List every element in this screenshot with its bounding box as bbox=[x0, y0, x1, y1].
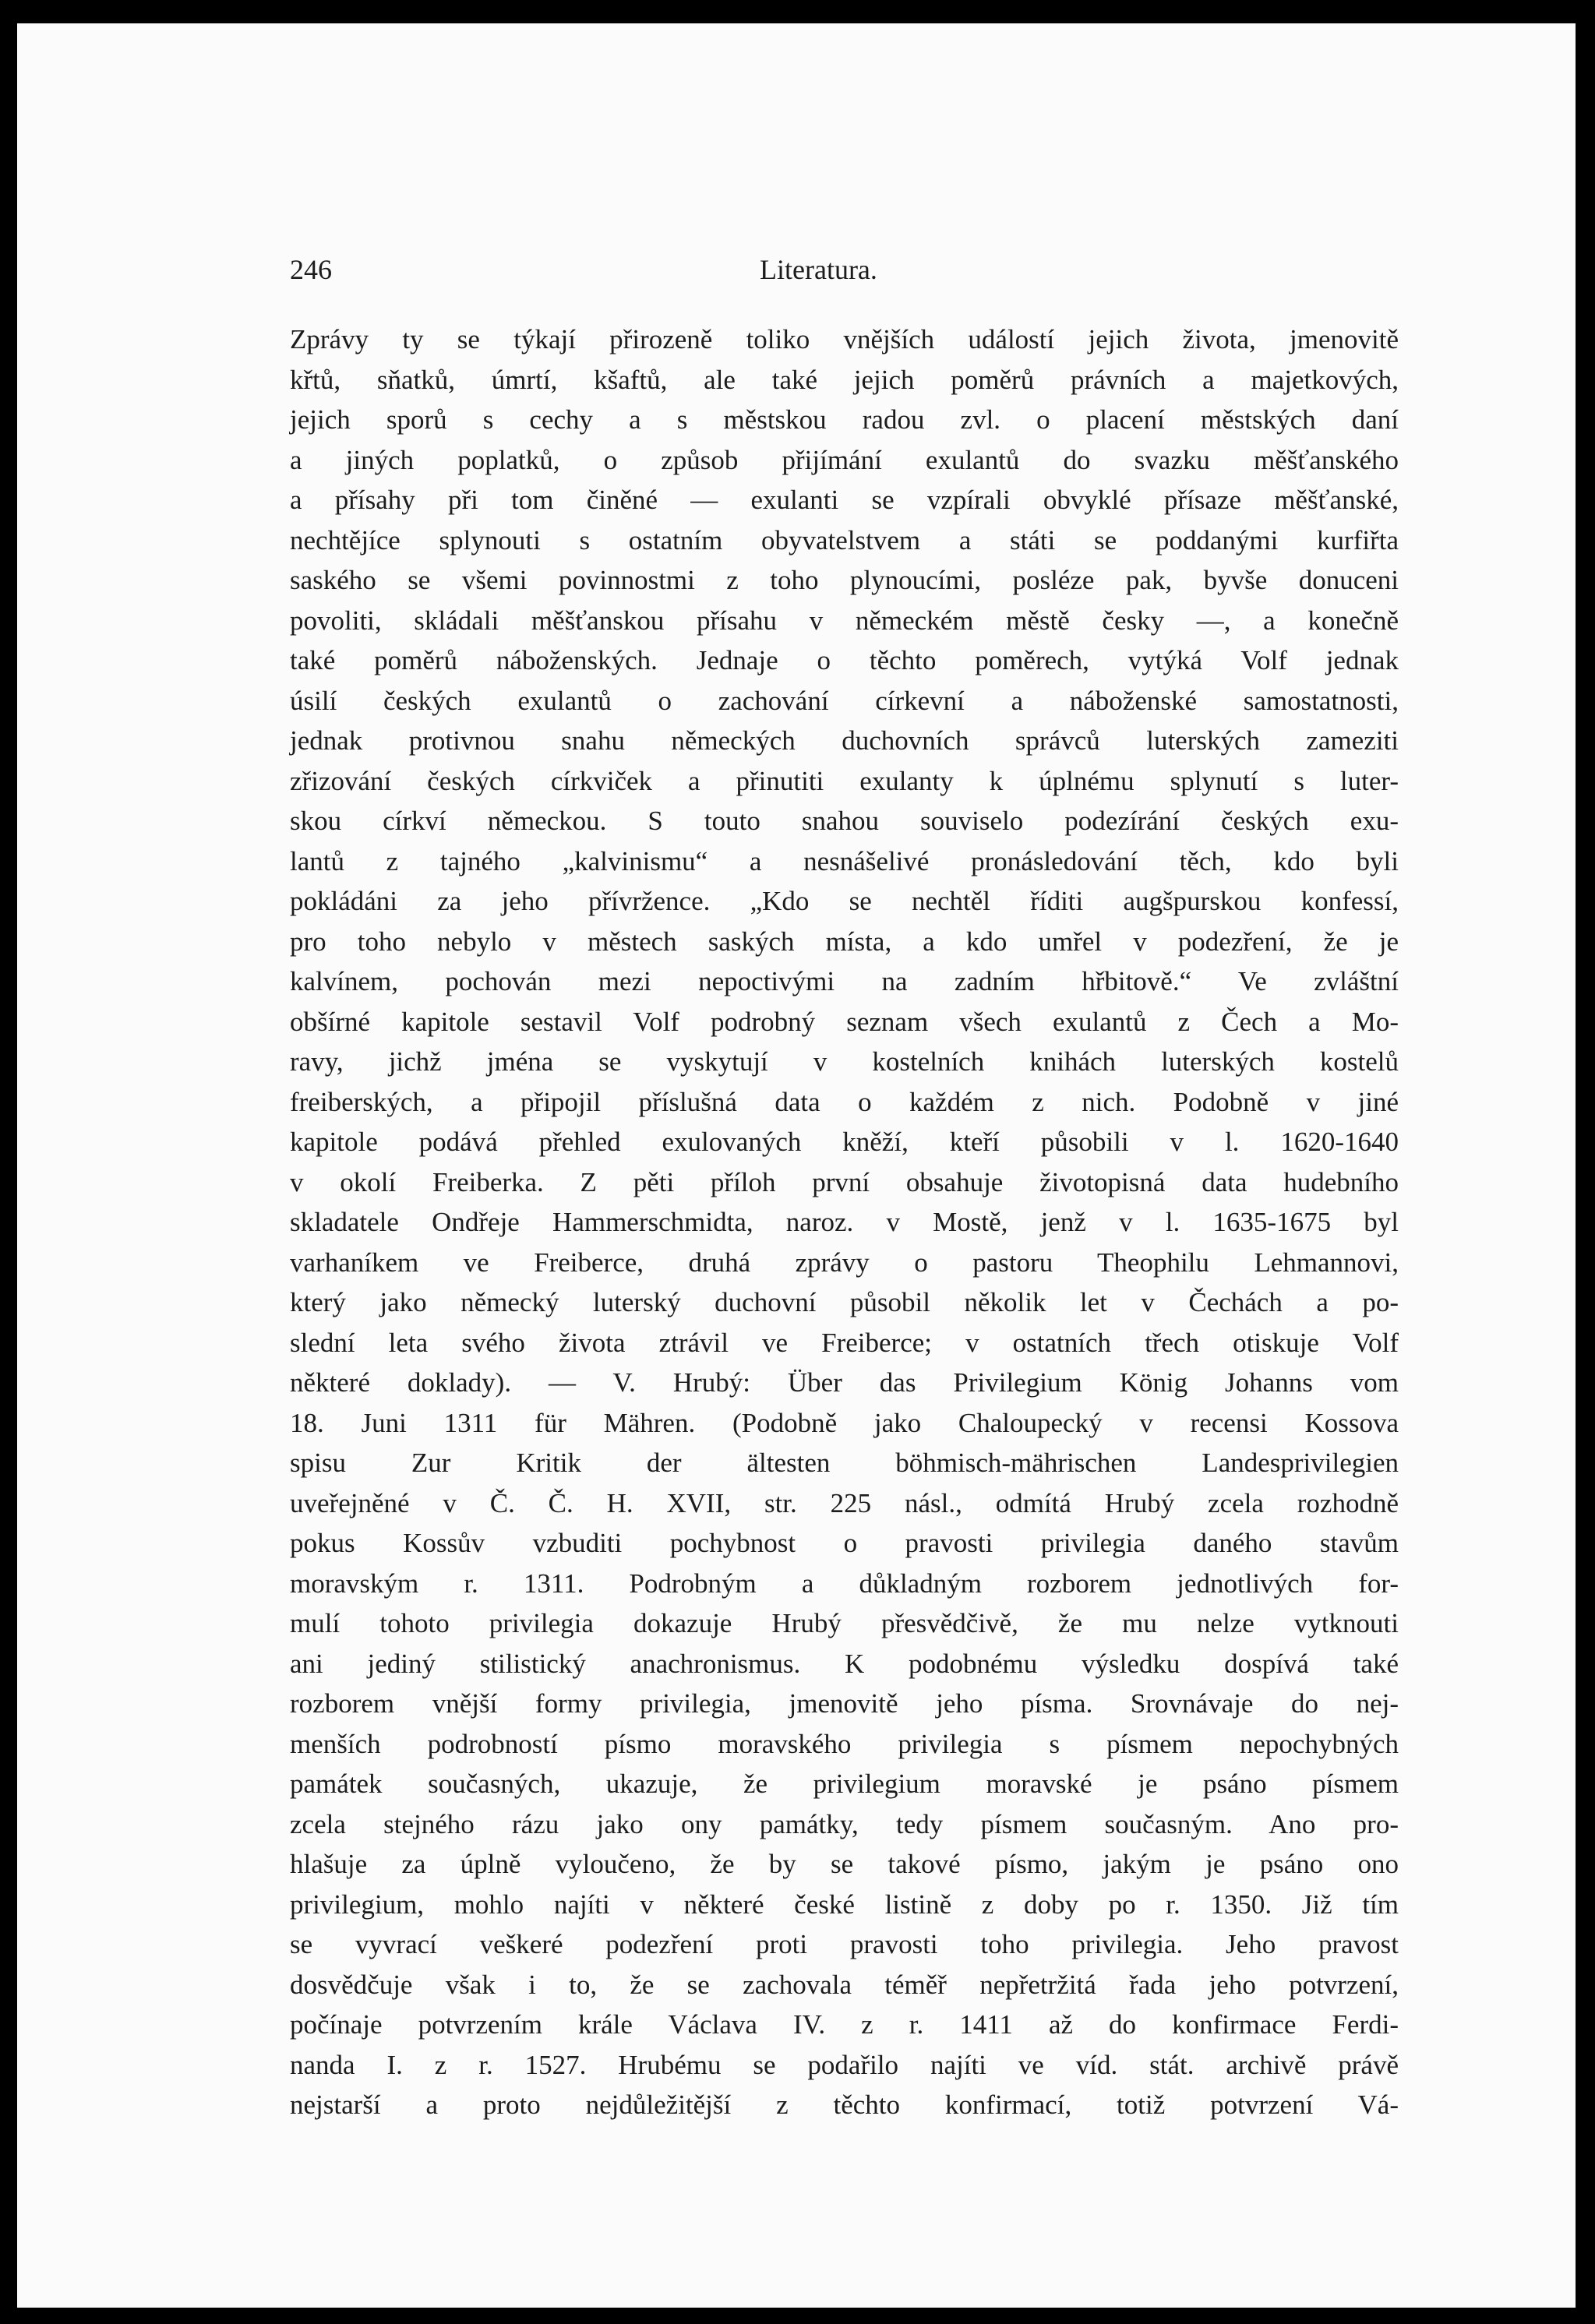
text-line: skladatele Ondřeje Hammerschmidta, naroz. v Mostě, jenž v l. 1635-1675 byl bbox=[290, 1207, 1399, 1237]
text-line: a jiných poplatků, o způsob přijímání exulantů do svazku měšťanského bbox=[290, 444, 1399, 475]
text-line: pro toho nebylo v městech saských místa, a kdo umřel v podezření, že je bbox=[290, 926, 1399, 957]
text-line: dosvědčuje však i to, že se zachovala téměř nepřetržitá řada jeho potvrzení, bbox=[290, 1969, 1399, 2000]
text-line: moravským r. 1311. Podrobným a důkladným rozborem jednotlivých for- bbox=[290, 1568, 1399, 1599]
text-line: který jako německý luterský duchovní působil několik let v Čechách a po- bbox=[290, 1287, 1399, 1317]
text-line: jejich sporů s cechy a s městskou radou zvl. o placení městských daní bbox=[290, 404, 1399, 435]
text-line: některé doklady). — V. Hrubý: Über das Privilegium König Johanns vom bbox=[290, 1367, 1399, 1398]
text-line: saského se všemi povinnostmi z toho plynoucími, posléze pak, byvše donuceni bbox=[290, 565, 1399, 595]
text-line: také poměrů náboženských. Jednaje o těchto poměrech, vytýká Volf jednak bbox=[290, 645, 1399, 675]
text-line: 18. Juni 1311 für Mähren. (Podobně jako Chaloupecký v recensi Kossova bbox=[290, 1407, 1399, 1438]
running-head: Literatura. bbox=[760, 254, 877, 285]
text-line: a přísahy při tom činěné — exulanti se vzpírali obvyklé přísaze měšťanské, bbox=[290, 485, 1399, 515]
text-line: skou církví německou. S touto snahou souviselo podezírání českých exu- bbox=[290, 806, 1399, 836]
page-header bbox=[290, 253, 1399, 300]
text-line: varhaníkem ve Freiberce, druhá zprávy o pastoru Theophilu Lehmannovi, bbox=[290, 1247, 1399, 1278]
text-line: pokládáni za jeho přívržence. „Kdo se nechtěl říditi augšpurskou konfessí, bbox=[290, 886, 1399, 916]
text-line: počínaje potvrzením krále Václava IV. z r. 1411 až do konfirmace Ferdi- bbox=[290, 2009, 1399, 2040]
text-line: nanda I. z r. 1527. Hrubému se podařilo najíti ve víd. stát. archivě právě bbox=[290, 2049, 1399, 2080]
text-line: freiberských, a připojil příslušná data o každém z nich. Podobně v jiné bbox=[290, 1086, 1399, 1117]
text-line: jednak protivnou snahu německých duchovních správců luterských zameziti bbox=[290, 725, 1399, 756]
text-line: slední leta svého života ztrávil ve Freiberce; v ostatních třech otiskuje Volf bbox=[290, 1327, 1399, 1358]
text-line: mulí tohoto privilegia dokazuje Hrubý přesvědčivě, že mu nelze vytknouti bbox=[290, 1608, 1399, 1638]
text-line: zřizování českých církviček a přinutiti exulanty k úplnému splynutí s luter- bbox=[290, 765, 1399, 796]
text-line: lantů z tajného „kalvinismu“ a nesnášelivé pronásledování těch, kdo byli bbox=[290, 845, 1399, 876]
text-line: se vyvrací veškeré podezření proti pravosti toho privilegia. Jeho pravost bbox=[290, 1929, 1399, 1959]
text-line: uveřejněné v Č. Č. H. XVII, str. 225 násl., odmítá Hrubý zcela rozhodně bbox=[290, 1487, 1399, 1518]
scan-border bbox=[1579, 0, 1595, 2324]
text-line: ravy, jichž jména se vyskytují v kostelních knihách luterských kostelů bbox=[290, 1046, 1399, 1077]
text-line: rozborem vnější formy privilegia, jmenovitě jeho písma. Srovnávaje do nej- bbox=[290, 1688, 1399, 1719]
body-text bbox=[290, 319, 1399, 2120]
text-line: zcela stejného rázu jako ony památky, tedy písmem současným. Ano pro- bbox=[290, 1808, 1399, 1839]
text-line: v okolí Freiberka. Z pěti příloh první obsahuje životopisná data hudebního bbox=[290, 1166, 1399, 1197]
text-line: nejstarší a proto nejdůležitější z těchto konfirmací, totiž potvrzení Vá- bbox=[290, 2089, 1399, 2120]
text-line: křtů, sňatků, úmrtí, kšaftů, ale také jejich poměrů právních a majetkových, bbox=[290, 364, 1399, 395]
text-line: pokus Kossův vzbuditi pochybnost o pravosti privilegia daného stavům bbox=[290, 1528, 1399, 1558]
text-line: spisu Zur Kritik der ältesten böhmisch-mährischen Landesprivilegien bbox=[290, 1448, 1399, 1478]
text-line: privilegium, mohlo najíti v některé české listině z doby po r. 1350. Již tím bbox=[290, 1888, 1399, 1920]
text-line: menších podrobností písmo moravského privilegia s písmem nepochybných bbox=[290, 1728, 1399, 1759]
text-line: ani jediný stilistický anachronismus. K podobnému výsledku dospívá také bbox=[290, 1648, 1399, 1679]
text-line: Zprávy ty se týkají přirozeně toliko vnějších událostí jejich života, jmenovitě bbox=[290, 324, 1399, 354]
text-line: hlašuje za úplně vyloučeno, že by se takové písmo, jakým je psáno ono bbox=[290, 1849, 1399, 1879]
text-line: povoliti, skládali měšťanskou přísahu v německém městě česky —, a konečně bbox=[290, 605, 1399, 636]
text-line: památek současných, ukazuje, že privilegium moravské je psáno písmem bbox=[290, 1769, 1399, 1799]
book-page bbox=[17, 23, 1576, 2308]
text-line: obšírné kapitole sestavil Volf podrobný seznam všech exulantů z Čech a Mo- bbox=[290, 1006, 1399, 1037]
page-number: 246 bbox=[290, 254, 332, 285]
text-line: kapitole podává přehled exulovaných kněží, kteří působili v l. 1620-1640 bbox=[290, 1127, 1399, 1157]
text-line: kalvínem, pochován mezi nepoctivými na zadním hřbitově.“ Ve zvláštní bbox=[290, 966, 1399, 996]
text-line: nechtějíce splynouti s ostatním obyvatelstvem a státi se poddanými kurfiřta bbox=[290, 524, 1399, 555]
text-line: úsilí českých exulantů o zachování církevní a náboženské samostatnosti, bbox=[290, 685, 1399, 716]
